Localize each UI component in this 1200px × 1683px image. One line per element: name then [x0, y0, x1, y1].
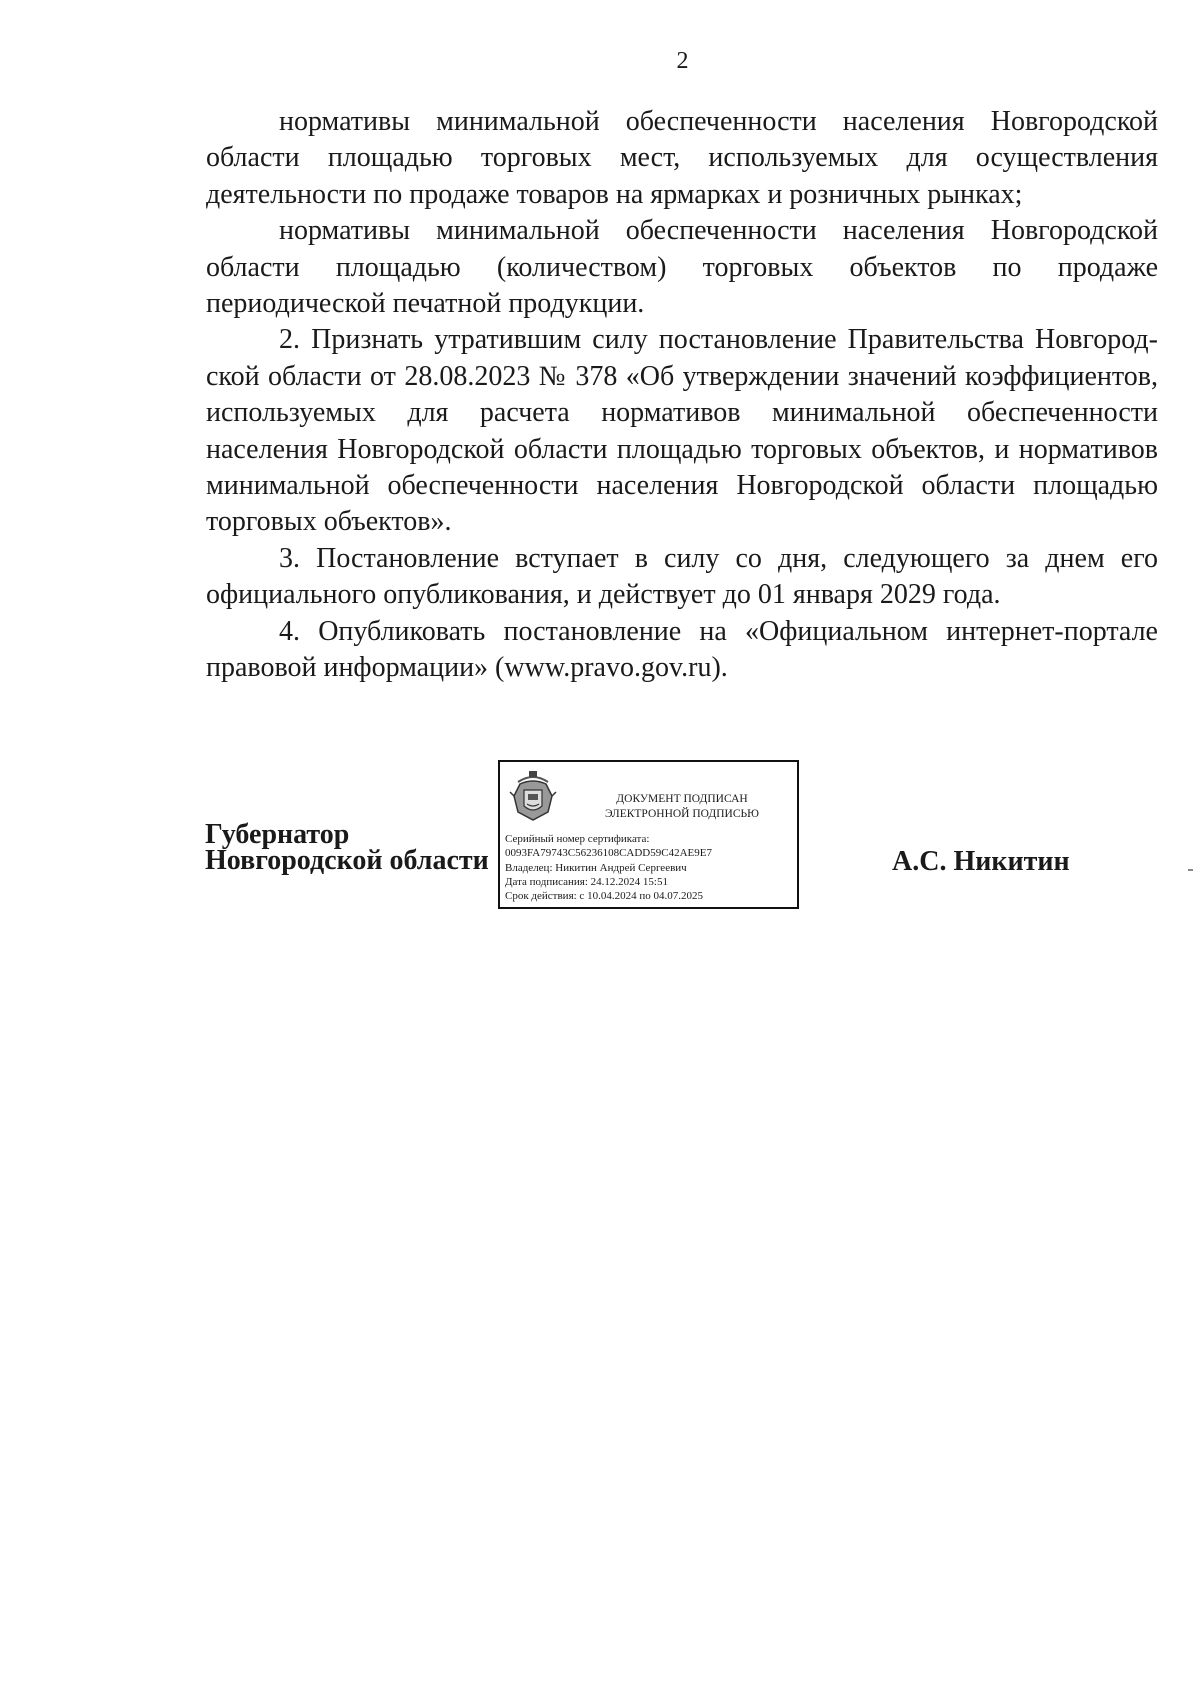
- signer-position: [205, 819, 489, 876]
- paragraph-norms-fairs: нормативы минимальной обеспеченности населения Новгородской области площадью торговых мест, используемых для осуществления деятельности по продаже товаров на ярмарках и розничных рынках;: [206, 106, 1158, 210]
- stamp-header-line1: ДОКУМЕНТ ПОДПИСАН: [616, 793, 748, 805]
- stamp-header-line2: ЭЛЕКТРОННОЙ ПОДПИСЬЮ: [605, 808, 759, 820]
- paragraph-item-3-effective-date: 3. Постановление вступает в силу со дня, следующего за днем его официального опубликования, и действует до 01 января 2029 года.: [206, 542, 1158, 611]
- document-body: [206, 104, 1158, 687]
- signing-date: Дата подписания: 24.12.2024 15:51: [505, 875, 668, 888]
- signature-block: [0, 760, 1200, 920]
- stamp-header: [570, 792, 794, 822]
- signer-position-line1: Губернатор: [205, 819, 350, 850]
- stamp-details: [505, 832, 797, 903]
- certificate-serial-label: Серийный номер сертификата:: [505, 833, 650, 845]
- coat-of-arms-icon: [508, 768, 558, 824]
- certificate-serial-value: 0093FA79743C56236108CADD59C42AE9E7: [505, 847, 712, 860]
- electronic-signature-stamp: [498, 760, 799, 909]
- signer-position-line2: Новгородской области: [205, 845, 489, 876]
- paragraph-norms-periodicals: нормативы минимальной обеспеченности населения Новгородской области площадью (количеством) торговых объектов по продаже периодической печатной продукции.: [206, 215, 1158, 320]
- signer-name: А.С. Никитин: [892, 846, 1070, 877]
- certificate-owner: Владелец: Никитин Андрей Сергеевич: [505, 861, 687, 874]
- scan-mark: [1188, 869, 1193, 871]
- certificate-validity: Срок действия: с 10.04.2024 по 04.07.2025: [505, 890, 703, 903]
- paragraph-item-2-repeal: 2. Признать утратившим силу постановление Правительства Новгородской области от 28.08.2023 № 378 «Об утверждении значений коэффициентов, используемых для расчета нормативов минимальной обеспеченности населения Новгородской области площадью торговых объектов, и нормативов минимальной обеспеченности населения Новгородской области площадью торговых объектов».: [206, 324, 1158, 538]
- paragraph-item-4-publication: 4. Опубликовать постановление на «Официальном интернет-портале правовой информации» (www.pravo.gov.ru).: [206, 615, 1158, 684]
- page-number: 2: [676, 48, 689, 74]
